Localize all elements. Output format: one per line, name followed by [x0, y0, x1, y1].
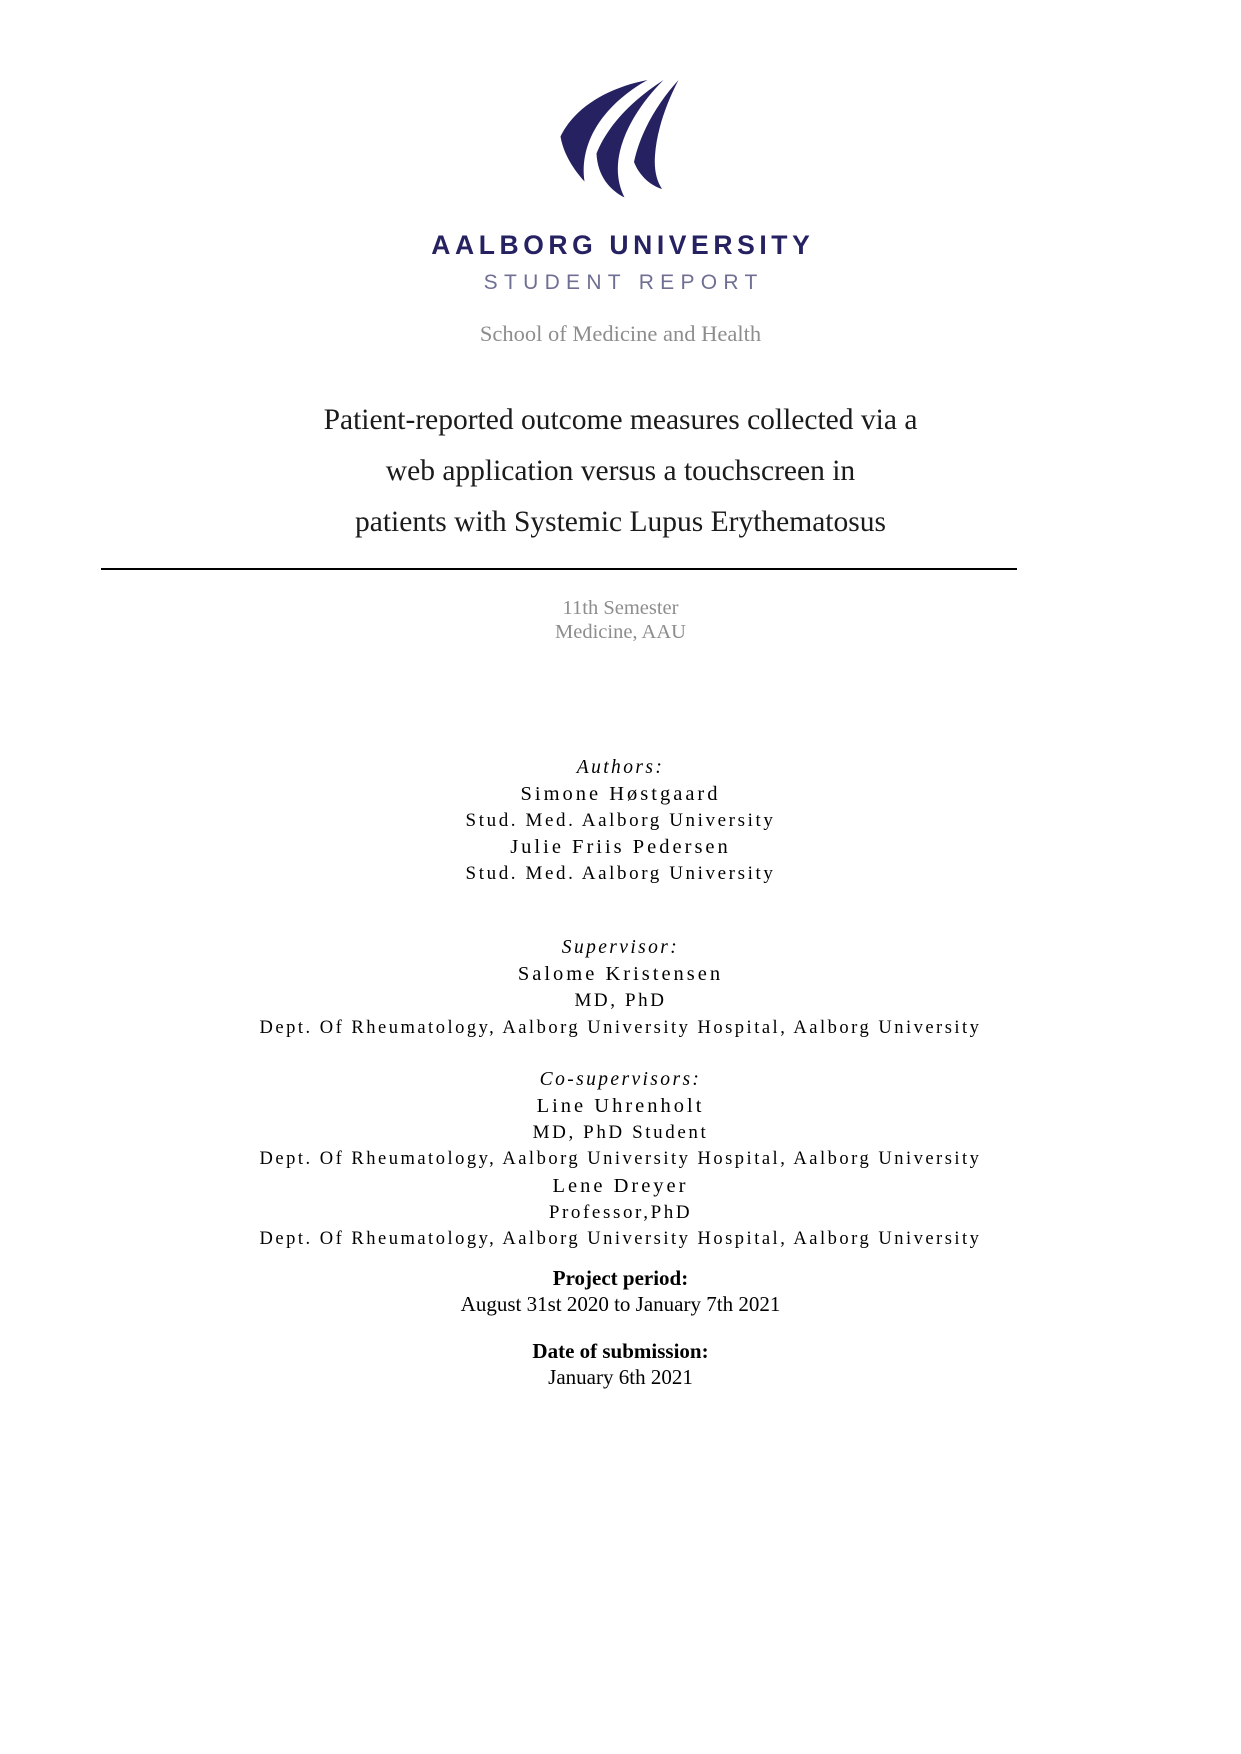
spacer-supervisor-cosupervisors	[60, 1041, 1181, 1067]
submission-date-label: Date of submission:	[532, 1339, 709, 1363]
supervisor-degree: MD, PhD	[574, 989, 667, 1011]
university-logo-block	[0, 78, 1241, 294]
spacer-authors-supervisor	[60, 887, 1181, 935]
cosupervisor-2-affiliation: Dept. Of Rheumatology, Aalborg University Hospital, Aalborg University	[259, 1229, 982, 1250]
author-2-name: Julie Friis Pedersen	[510, 836, 731, 859]
programme-line: Medicine, AAU	[555, 621, 686, 643]
cosupervisor-2-name: Lene Dreyer	[552, 1174, 689, 1197]
authors-heading: Authors:	[576, 757, 665, 778]
supervisor-name: Salome Kristensen	[517, 963, 724, 986]
submission-date-value: January 6th 2021	[548, 1365, 693, 1389]
aau-flame-logo-icon	[551, 78, 691, 203]
supervisor-heading: Supervisor:	[561, 937, 680, 959]
title-line-2: web application versus a touchscreen in	[385, 455, 856, 487]
author-1-affiliation: Stud. Med. Aalborg University	[465, 809, 776, 831]
school-name: School of Medicine and Health	[479, 321, 762, 346]
project-period-label: Project period:	[552, 1266, 689, 1290]
logo-wordmark: AALBORG UNIVERSITY	[431, 230, 815, 260]
semester-line: 11th Semester	[562, 597, 679, 619]
cosupervisor-1-affiliation: Dept. Of Rheumatology, Aalborg University Hospital, Aalborg University	[259, 1149, 982, 1170]
cosupervisor-1-degree: MD, PhD Student	[532, 1121, 709, 1143]
author-2-affiliation: Stud. Med. Aalborg University	[465, 862, 776, 884]
dates-block	[0, 1265, 1241, 1390]
spacer-dates	[0, 1317, 1241, 1338]
people-block	[60, 755, 1181, 1253]
semester-block	[0, 596, 1241, 644]
project-period-value: August 31st 2020 to January 7th 2021	[460, 1292, 781, 1316]
title-divider	[101, 568, 1017, 570]
cosupervisor-2-degree: Professor,PhD	[548, 1201, 693, 1223]
logo-subwordmark: STUDENT REPORT	[483, 271, 764, 295]
title-line-3: patients with Systemic Lupus Erythematosus	[355, 506, 886, 538]
cosupervisor-1-name: Line Uhrenholt	[536, 1095, 705, 1118]
report-title	[110, 395, 1131, 548]
supervisor-affiliation: Dept. Of Rheumatology, Aalborg University Hospital, Aalborg University	[259, 1017, 982, 1038]
cosupervisors-heading: Co-supervisors:	[539, 1069, 702, 1091]
title-line-1: Patient-reported outcome measures collected via a	[323, 404, 918, 436]
author-1-name: Simone Høstgaard	[520, 783, 721, 805]
